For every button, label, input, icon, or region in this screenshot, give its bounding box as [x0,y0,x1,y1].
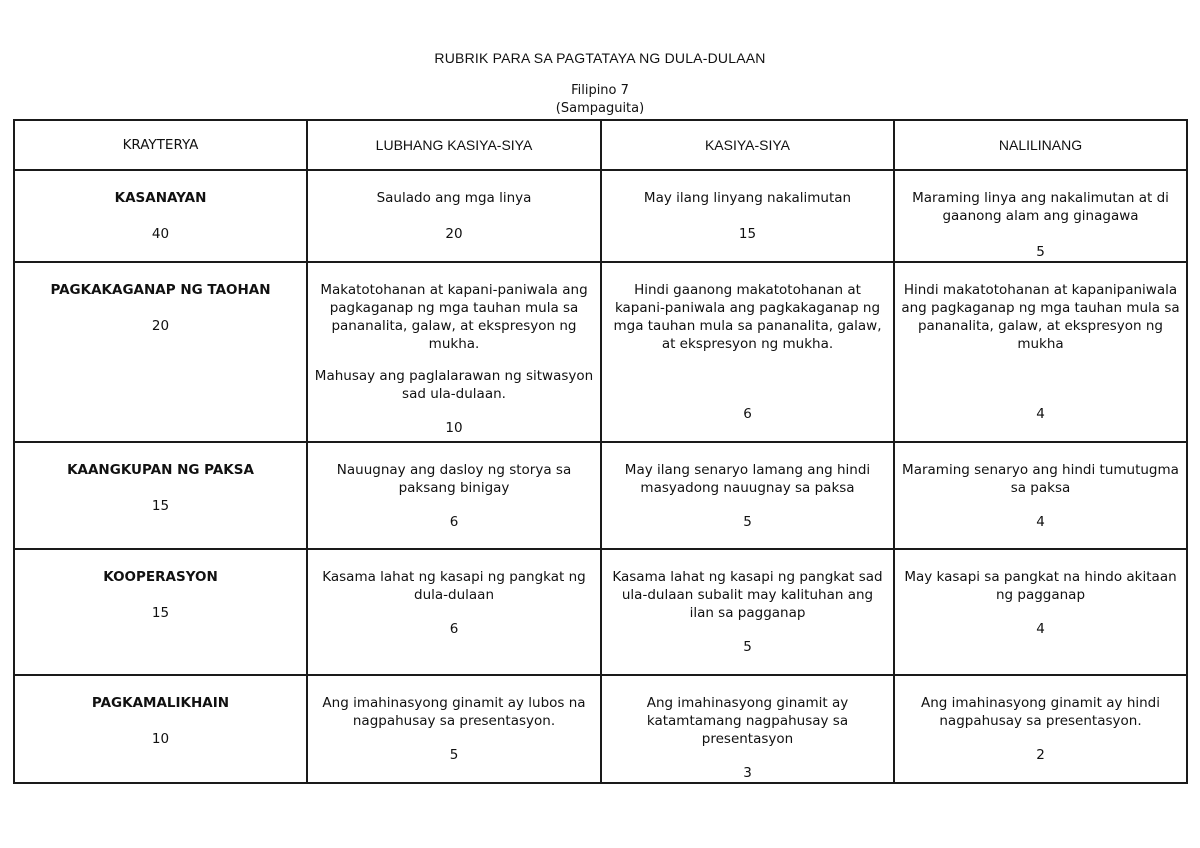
level-description: Ang imahinasyong ginamit ay lubos na nagpahusay sa presentasyon. [322,695,586,729]
level-description: Ang imahinasyong ginamit ay katamtamang nagpahusay sa presentasyon [646,695,849,747]
level-cell [894,262,1187,442]
criterion-points: 40 [151,226,170,242]
level-score: 6 [449,621,459,637]
level-score: 2 [1036,747,1045,763]
level-description: Nauugnay ang dasloy ng storya sa paksang binigay [336,462,572,496]
level-score: 3 [743,765,752,781]
criterion-name: KOOPERASYON [103,569,218,585]
level-score: 5 [743,639,752,655]
level-cell [894,549,1187,675]
level-cell [601,170,894,262]
document-section: (Sampaguita) [555,101,645,116]
level-description: Maraming linya ang nakalimutan at di gaanong alam ang ginagawa [912,190,1169,224]
criterion-points: 10 [151,731,170,747]
level-description: Kasama lahat ng kasapi ng pangkat ng dula-dulaan [322,569,586,603]
level-cell [601,262,894,442]
level-description: Saulado ang mga linya [376,190,532,206]
criterion-points: 20 [151,318,170,334]
header-cell-criteria: KRAYTERYA [14,120,307,170]
level-score: 6 [449,514,459,530]
level-cell [601,675,894,783]
level-score: 4 [1036,514,1045,530]
level-cell [894,170,1187,262]
level-description: May ilang linyang nakalimutan [643,190,852,206]
level-cell [894,675,1187,783]
table-header-row [14,120,1187,170]
level-cell [307,262,601,442]
level-score: 5 [743,514,752,530]
level-score: 5 [449,747,459,763]
header-cell-satisfactory: KASIYA-SIYA [601,120,894,170]
criterion-cell [14,675,307,783]
level-cell [307,675,601,783]
level-description: Maraming senaryo ang hindi tumutugma sa paksa [902,462,1179,496]
level-score: 4 [1036,621,1045,637]
header-cell-excellent: LUBHANG KASIYA-SIYA [307,120,601,170]
level-cell [601,442,894,549]
level-description: May ilang senaryo lamang ang hindi masyadong nauugnay sa paksa [624,462,871,496]
level-description: Kasama lahat ng kasapi ng pangkat sad ula-dulaan subalit may kalituhan ang ilan sa pagganap [612,569,883,621]
level-description-extra: Mahusay ang paglalarawan ng sitwasyon sad ula-dulaan. [314,368,594,402]
table-row [14,262,1187,442]
criterion-name: KASANAYAN [114,190,207,206]
level-score: 4 [1036,406,1045,422]
criterion-cell [14,442,307,549]
criterion-points: 15 [151,498,170,514]
criterion-cell [14,549,307,675]
level-description: May kasapi sa pangkat na hindo akitaan ng pagganap [904,569,1177,603]
criterion-name: PAGKAMALIKHAIN [91,695,230,711]
level-description: Hindi gaanong makatotohanan at kapani-paniwala ang pagkakaganap ng mga tauhan mula sa pananalita, galaw, at ekspresyon ng mukha. [613,282,882,352]
criterion-cell [14,170,307,262]
rubric-table [13,119,1188,784]
table-row [14,442,1187,549]
level-score: 15 [738,226,757,242]
level-score: 10 [445,420,463,436]
criterion-points: 15 [151,605,170,621]
level-cell [307,549,601,675]
criterion-name: PAGKAKAGANAP NG TAOHAN [50,282,271,298]
level-score: 5 [1036,244,1045,260]
criterion-name: KAANGKUPAN NG PAKSA [67,462,254,478]
header-cell-developing: NALILINANG [894,120,1187,170]
level-description: Makatotohanan at kapani-paniwala ang pagkaganap ng mga tauhan mula sa pananalita, galaw, at ekspresyon ng mukha. [320,282,588,352]
criterion-cell [14,262,307,442]
level-score: 6 [743,406,752,422]
level-cell [307,442,601,549]
level-cell [307,170,601,262]
document-title: RUBRIK PARA SA PAGTATAYA NG DULA-DULAAN [434,50,766,66]
table-row [14,675,1187,783]
level-score: 20 [445,226,463,242]
table-row [14,170,1187,262]
level-description: Ang imahinasyong ginamit ay hindi nagpahusay sa presentasyon. [920,695,1161,729]
level-cell [894,442,1187,549]
document-subject: Filipino 7 [571,83,629,98]
level-cell [601,549,894,675]
table-row [14,549,1187,675]
level-description: Hindi makatotohanan at kapanipaniwala ang pagkaganap ng mga tauhan mula sa pananalita, galaw, at ekspresyon ng mukha [901,282,1180,352]
